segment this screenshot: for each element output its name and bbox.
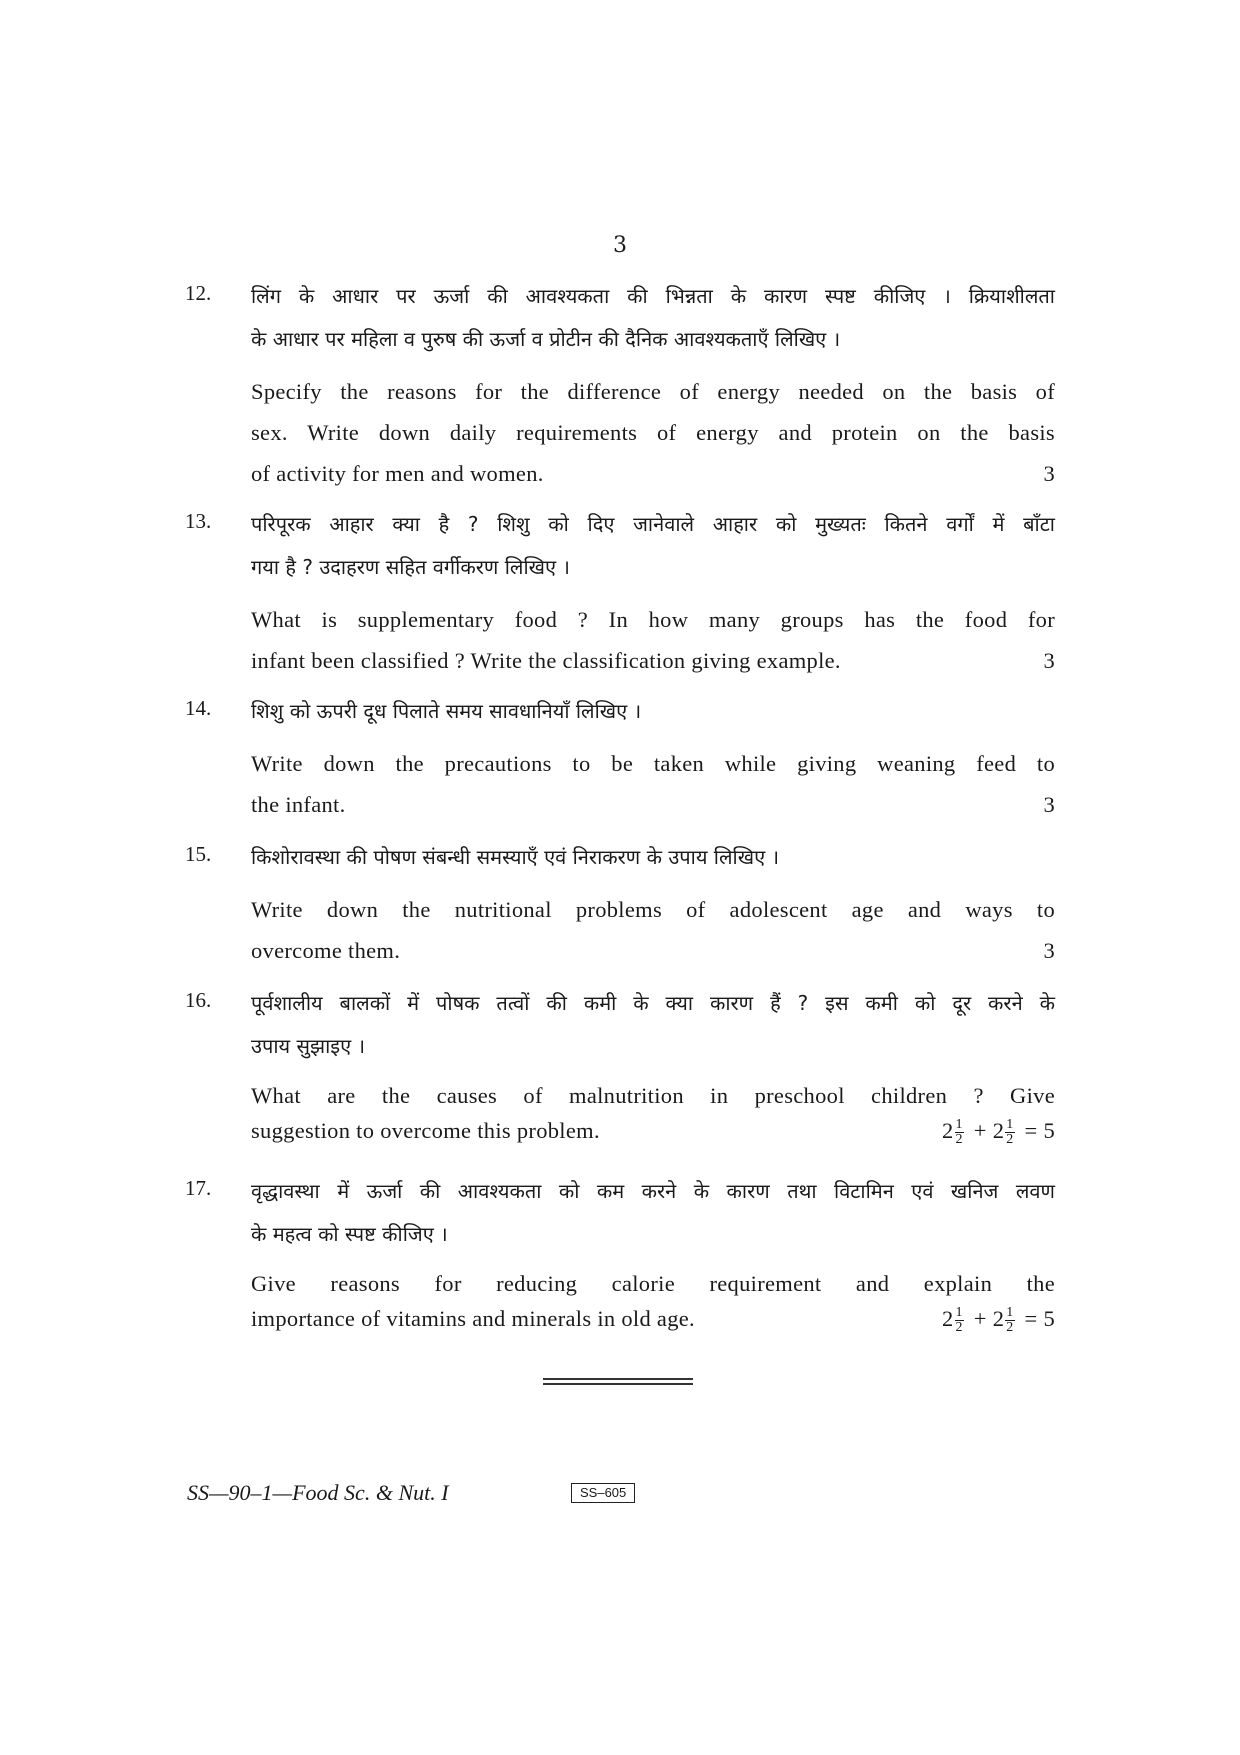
question-15: [185, 836, 1055, 971]
hindi-line: लिंग के आधार पर ऊर्जा की आवश्यकता की भिन्नता के कारण स्पष्ट कीजिए । क्रियाशीलता: [251, 284, 1055, 308]
marks: [942, 1301, 1055, 1336]
page-number: 3: [613, 233, 627, 258]
english-line: sex. Write down daily requirements of energy and protein on the basis: [251, 420, 1055, 445]
marks-plus: +: [973, 1306, 987, 1331]
marks-whole: 2: [992, 1118, 1005, 1143]
fraction-numerator: 1: [955, 1305, 963, 1321]
fraction: [955, 1118, 964, 1147]
question-hindi-text: [251, 690, 1055, 733]
marks-total: = 5: [1024, 1118, 1055, 1143]
fraction: [1005, 1118, 1014, 1147]
question-17: [185, 1170, 1055, 1336]
question-hindi-text: [251, 1170, 1055, 1256]
english-line: infant been classified ? Write the classification giving example.: [251, 648, 841, 673]
marks-whole: 2: [941, 1306, 954, 1331]
english-line: the infant.: [251, 792, 346, 817]
question-english-text: [251, 1266, 1055, 1336]
footer-box-code: SS–605: [571, 1483, 635, 1503]
marks-whole: 2: [992, 1306, 1005, 1331]
hindi-line: पूर्वशालीय बालकों में पोषक तत्वों की कमी के क्या कारण हैं ? इस कमी को दूर करने के: [251, 991, 1055, 1015]
question-hindi-text: [251, 836, 1055, 879]
english-line: suggestion to overcome this problem.: [251, 1118, 600, 1143]
hindi-line: उपाय सुझाइए ।: [251, 1034, 366, 1058]
question-number: 14.: [185, 696, 212, 720]
marks-plus: +: [973, 1118, 987, 1143]
hindi-line: के महत्व को स्पष्ट कीजिए ।: [251, 1222, 448, 1246]
hindi-line: शिशु को ऊपरी दूध पिलाते समय सावधानियाँ लिखिए ।: [251, 699, 642, 723]
fraction: [955, 1306, 964, 1335]
marks: [942, 1113, 1055, 1148]
fraction-denominator: 2: [1006, 1320, 1014, 1336]
question-number: 17.: [185, 1176, 212, 1200]
hindi-line: गया है ? उदाहरण सहित वर्गीकरण लिखिए ।: [251, 555, 570, 579]
question-16: [185, 982, 1055, 1148]
hindi-line: के आधार पर महिला व पुरुष की ऊर्जा व प्रोटीन की दैनिक आवश्यकताएँ लिखिए ।: [251, 327, 841, 351]
end-divider: [543, 1378, 693, 1388]
question-number: 13.: [185, 509, 212, 533]
fraction-numerator: 1: [955, 1117, 963, 1133]
english-line: Give reasons for reducing calorie requirement and explain the: [251, 1271, 1055, 1296]
marks: 3: [1043, 461, 1055, 486]
question-number: 12.: [185, 281, 212, 305]
question-english-text: [251, 743, 1055, 825]
marks-total: = 5: [1024, 1306, 1055, 1331]
fraction-numerator: 1: [1006, 1305, 1014, 1321]
question-english-text: [251, 599, 1055, 681]
question-14: [185, 690, 1055, 825]
english-line: Write down the precautions to be taken while giving weaning feed to: [251, 751, 1055, 776]
question-hindi-text: [251, 275, 1055, 361]
english-line: What are the causes of malnutrition in preschool children ? Give: [251, 1083, 1055, 1108]
question-hindi-text: [251, 982, 1055, 1068]
fraction-denominator: 2: [955, 1132, 963, 1148]
question-hindi-text: [251, 503, 1055, 589]
question-number: 16.: [185, 988, 212, 1012]
hindi-line: किशोरावस्था की पोषण संबन्धी समस्याएँ एवं निराकरण के उपाय लिखिए ।: [251, 845, 780, 869]
english-line: importance of vitamins and minerals in old age.: [251, 1306, 695, 1331]
english-line: of activity for men and women.: [251, 461, 544, 486]
marks: 3: [1043, 648, 1055, 673]
fraction: [1005, 1306, 1014, 1335]
question-13: [185, 503, 1055, 681]
hindi-line: परिपूरक आहार क्या है ? शिशु को दिए जानेवाले आहार को मुख्यतः कितने वर्गों में बाँटा: [251, 512, 1055, 536]
hindi-line: वृद्धावस्था में ऊर्जा की आवश्यकता को कम करने के कारण तथा विटामिन एवं खनिज लवण: [251, 1179, 1055, 1203]
marks: 3: [1043, 792, 1055, 817]
english-line: Write down the nutritional problems of adolescent age and ways to: [251, 897, 1055, 922]
footer-paper-code: SS—90–1—Food Sc. & Nut. I: [187, 1480, 449, 1505]
question-number: 15.: [185, 842, 212, 866]
question-english-text: [251, 1078, 1055, 1148]
fraction-denominator: 2: [955, 1320, 963, 1336]
english-line: What is supplementary food ? In how many groups has the food for: [251, 607, 1055, 632]
english-line: Specify the reasons for the difference of energy needed on the basis of: [251, 379, 1055, 404]
marks-whole: 2: [941, 1118, 954, 1143]
question-english-text: [251, 371, 1055, 494]
question-12: [185, 275, 1055, 494]
question-english-text: [251, 889, 1055, 971]
english-line: overcome them.: [251, 938, 401, 963]
fraction-numerator: 1: [1006, 1117, 1014, 1133]
fraction-denominator: 2: [1006, 1132, 1014, 1148]
marks: 3: [1043, 938, 1055, 963]
